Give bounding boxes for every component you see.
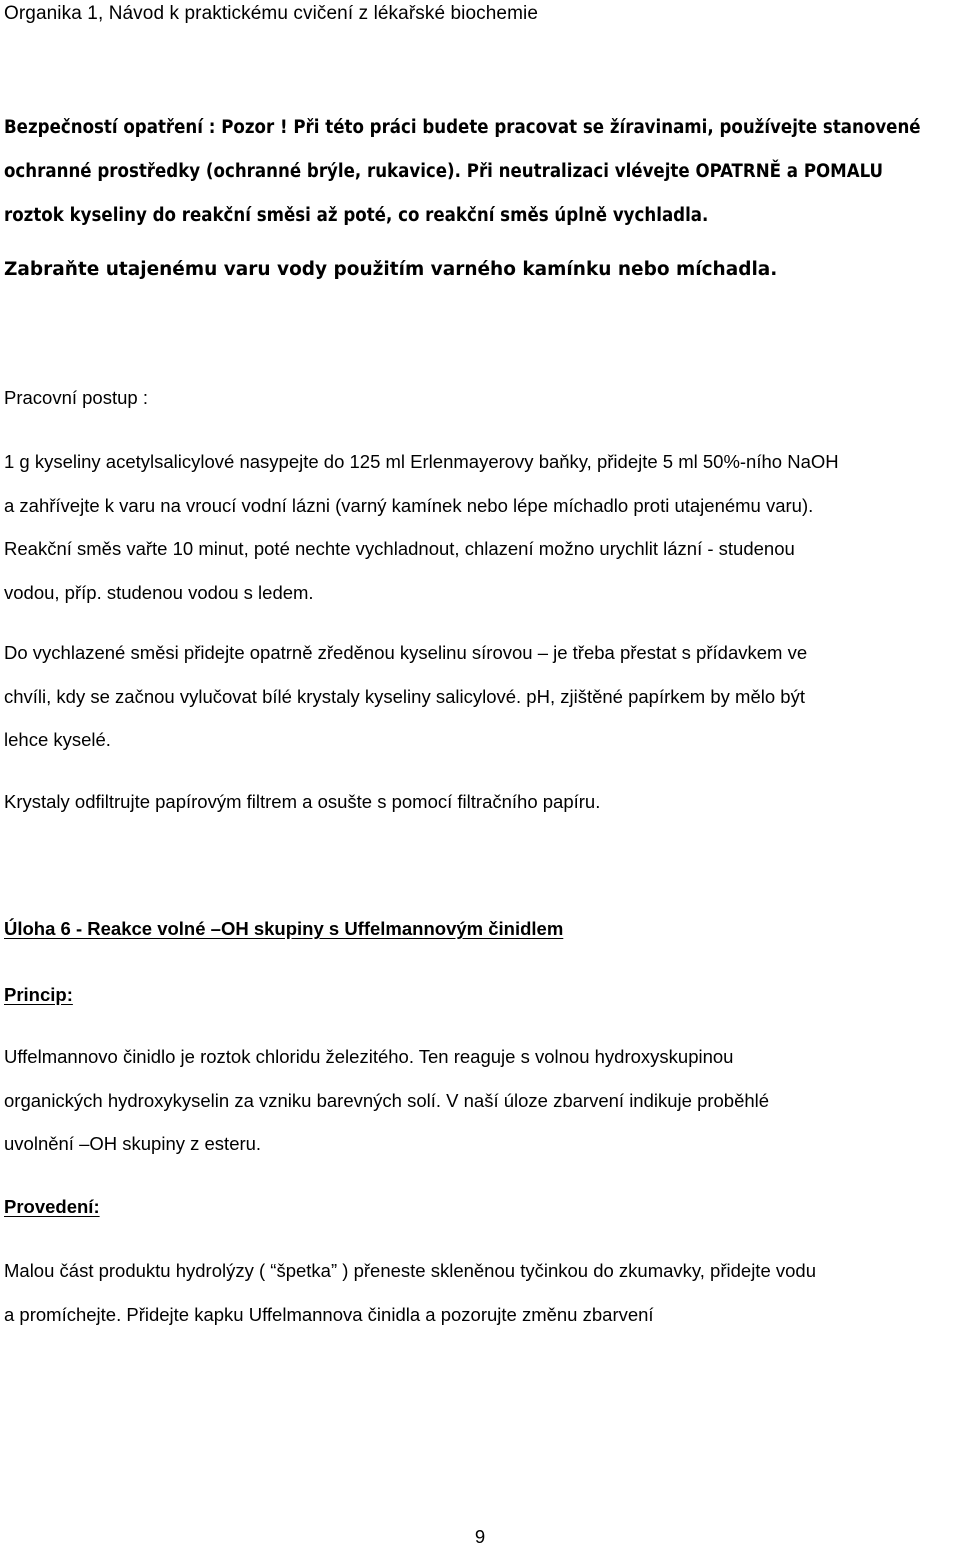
principle-label: Princip: — [4, 984, 73, 1005]
task-title: Úloha 6 - Reakce volné –OH skupiny s Uffelmannovým činidlem — [4, 918, 564, 939]
running-header: Organika 1, Návod k praktickému cvičení z lékařské biochemie — [4, 3, 539, 24]
safety-paragraph — [4, 106, 954, 238]
text-line: chvíli, kdy se začnou vylučovat bílé krystaly kyseliny salicylové. pH, zjištěné papírkem by mělo být — [4, 685, 805, 707]
execution-paragraph — [4, 1249, 956, 1336]
text-line: Reakční směs vařte 10 minut, poté nechte vychladnout, chlazení možno urychlit lázní - studenou — [4, 538, 795, 559]
text-line: Krystaly odfiltrujte papírovým filtrem a osušte s pomocí filtračního papíru. — [4, 791, 601, 812]
text-line: Uffelmannovo činidlo je roztok chloridu železitého. Ten reaguje s volnou hydroxyskupinou — [4, 1046, 734, 1067]
execution-label: Provedení: — [4, 1196, 100, 1217]
safety-line: ochranné prostředky (ochranné brýle, rukavice). Při neutralizaci vlévejte OPATRNĚ a POMALU — [4, 161, 884, 182]
text-line: 1 g kyseliny acetylsalicylové nasypejte do 125 ml Erlenmayerovy baňky, přidejte 5 ml 50%-ního NaOH — [4, 451, 839, 472]
text-line: vodou, příp. studenou vodou s ledem. — [4, 581, 314, 603]
safety-note: Zabraňte utajenému varu vody použitím varného kamínku nebo míchadla. — [4, 259, 778, 280]
procedure-title: Pracovní postup : — [4, 387, 148, 408]
text-line: Malou část produktu hydrolýzy ( “špetka” ) přeneste skleněnou tyčinkou do zkumavky, přidejte vodu — [4, 1260, 816, 1281]
page-number: 9 — [474, 1526, 486, 1547]
safety-line: Bezpečností opatření : Pozor ! Při této práci budete pracovat se žíravinami, používejte stanovené — [4, 117, 921, 138]
text-line: a zahřívejte k varu na vroucí vodní lázni (varný kamínek nebo lépe míchadlo proti utajenému varu). — [4, 494, 814, 516]
safety-notice — [4, 106, 954, 238]
text-line: a promíchejte. Přidejte kapku Uffelmannova činidla a pozorujte změnu zbarvení — [4, 1303, 654, 1325]
text-line: Do vychlazené směsi přidejte opatrně zředěnou kyselinu sírovou – je třeba přestat s přídavkem ve — [4, 642, 808, 663]
procedure-paragraph-2 — [4, 631, 956, 762]
principle-paragraph — [4, 1035, 956, 1166]
procedure-paragraph-3 — [4, 780, 956, 824]
procedure-paragraph-1 — [4, 440, 956, 614]
text-line: organických hydroxykyselin za vzniku barevných solí. V naší úloze zbarvení indikuje proběhlé — [4, 1089, 770, 1111]
safety-line: roztok kyseliny do reakční směsi až poté, co reakční směs úplně vychladla. — [4, 205, 709, 226]
text-line: lehce kyselé. — [4, 729, 111, 750]
text-line: uvolnění –OH skupiny z esteru. — [4, 1133, 262, 1154]
